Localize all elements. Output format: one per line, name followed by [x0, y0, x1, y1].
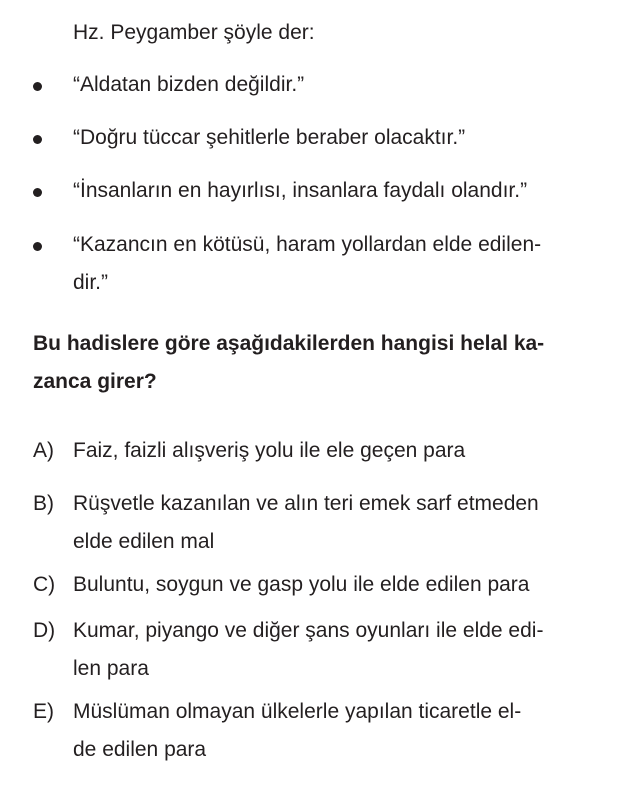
option-line: Müslüman olmayan ülkelerle yapılan ticaretle el-	[73, 700, 522, 723]
option-line: len para	[73, 657, 149, 680]
option-line: Buluntu, soygun ve gasp yolu ile elde edilen para	[73, 573, 530, 596]
hadith-item	[73, 172, 593, 210]
hadith-line: dir.”	[73, 271, 109, 294]
option-d[interactable]	[33, 612, 593, 688]
option-line: Faiz, faizli alışveriş yolu ile ele geçen para	[73, 439, 466, 462]
hadith-item	[73, 119, 593, 157]
question-line: Bu hadislere göre aşağıdakilerden hangisi helal ka-	[33, 332, 545, 355]
hadith-item	[73, 66, 593, 104]
bullet-icon	[33, 188, 42, 197]
question-text	[33, 325, 593, 401]
option-a[interactable]	[33, 432, 593, 470]
hadith-line: “Aldatan bizden değildir.”	[73, 73, 305, 96]
hadith-line: “İnsanların en hayırlısı, insanlara faydalı olandır.”	[73, 179, 528, 202]
option-b[interactable]	[33, 485, 593, 561]
hadith-line: “Kazancın en kötüsü, haram yollardan elde edilen-	[73, 233, 542, 256]
option-letter: E)	[33, 700, 54, 723]
option-letter: B)	[33, 492, 54, 515]
hadith-item	[73, 226, 593, 302]
question-line: zanca girer?	[33, 370, 157, 393]
option-letter: A)	[33, 439, 54, 462]
option-letter: D)	[33, 619, 56, 642]
intro-text: Hz. Peygamber şöyle der:	[73, 21, 315, 44]
option-line: elde edilen mal	[73, 530, 215, 553]
option-line: Rüşvetle kazanılan ve alın teri emek sarf etmeden	[73, 492, 539, 515]
bullet-icon	[33, 135, 42, 144]
option-e[interactable]	[33, 693, 593, 769]
bullet-icon	[33, 82, 42, 91]
option-c[interactable]	[33, 566, 593, 604]
option-line: de edilen para	[73, 738, 207, 761]
option-letter: C)	[33, 573, 56, 596]
bullet-icon	[33, 242, 42, 251]
hadith-line: “Doğru tüccar şehitlerle beraber olacaktır.”	[73, 126, 466, 149]
option-line: Kumar, piyango ve diğer şans oyunları ile elde edi-	[73, 619, 544, 642]
